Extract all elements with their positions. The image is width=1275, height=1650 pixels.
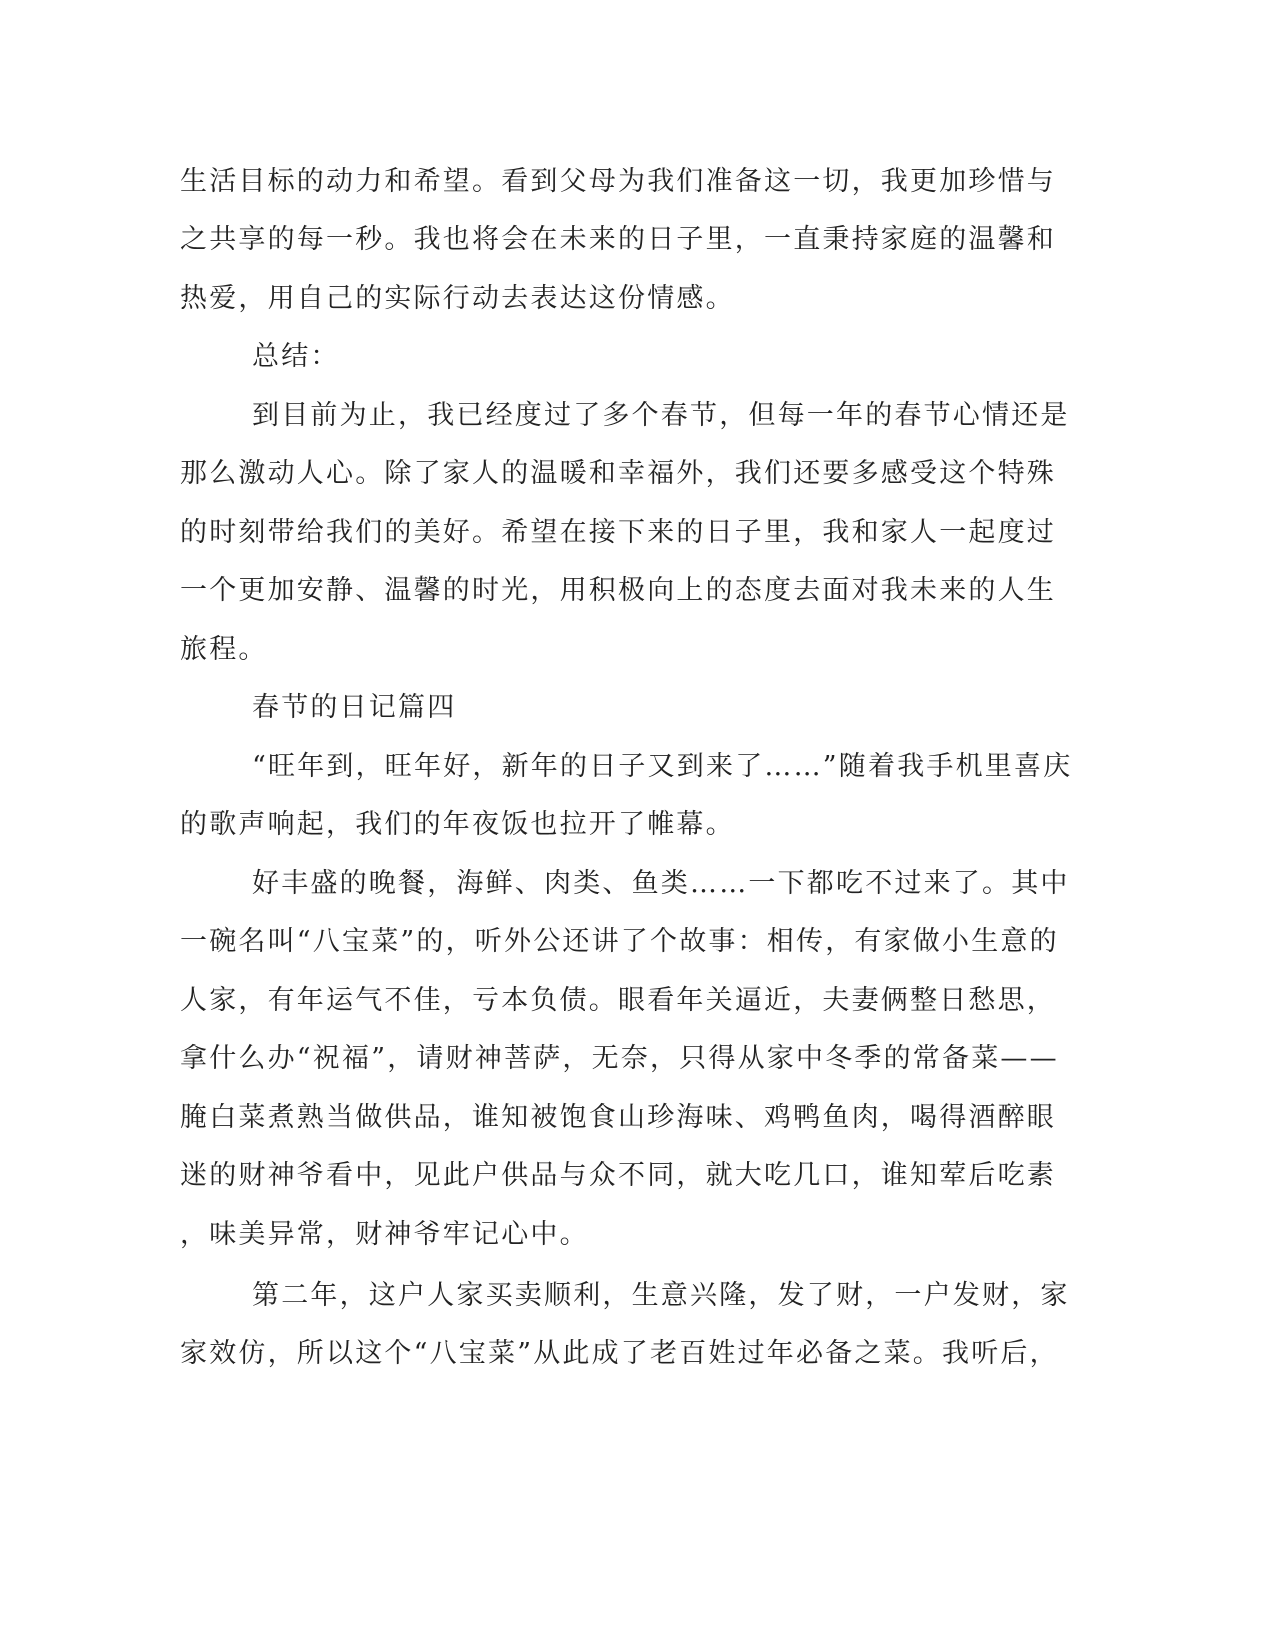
text-line: 第二年，这户人家买卖顺利，生意兴隆，发了财，一户发财，家: [252, 1280, 1070, 1311]
text-line: 生活目标的动力和希望。看到父母为我们准备这一切，我更加珍惜与: [180, 166, 1056, 197]
text-line: 好丰盛的晚餐，海鲜、肉类、鱼类……一下都吃不过来了。其中: [252, 868, 1070, 899]
text-line: 家效仿，所以这个“八宝菜”从此成了老百姓过年必备之菜。我听后，: [180, 1338, 1059, 1369]
text-line: 那么激动人心。除了家人的温暖和幸福外，我们还要多感受这个特殊: [180, 458, 1056, 489]
text-line: 一个更加安静、温馨的时光，用积极向上的态度去面对我未来的人生: [180, 575, 1056, 606]
text-line: 的歌声响起，我们的年夜饭也拉开了帷幕。: [180, 809, 735, 840]
text-line: 到目前为止，我已经度过了多个春节，但每一年的春节心情还是: [252, 400, 1070, 431]
text-line: “旺年到，旺年好，新年的日子又到来了……”随着我手机里喜庆: [252, 751, 1073, 782]
text-line: 之共享的每一秒。我也将会在未来的日子里，一直秉持家庭的温馨和: [180, 224, 1056, 255]
text-line: 一碗名叫“八宝菜”的，听外公还讲了个故事：相传，有家做小生意的: [180, 926, 1059, 957]
text-line: 旅程。: [180, 634, 268, 665]
text-line: 拿什么办“祝福”，请财神菩萨，无奈，只得从家中冬季的常备菜——: [180, 1043, 1059, 1074]
section-heading-diary-four: 春节的日记篇四: [252, 692, 457, 723]
section-heading-summary: 总结：: [252, 341, 340, 372]
text-line: 迷的财神爷看中，见此户供品与众不同，就大吃几口，谁知荤后吃素: [180, 1160, 1056, 1191]
text-line: 腌白菜煮熟当做供品，谁知被饱食山珍海味、鸡鸭鱼肉，喝得酒醉眼: [180, 1102, 1056, 1133]
text-line: 人家，有年运气不佳，亏本负债。眼看年关逼近，夫妻俩整日愁思，: [180, 985, 1056, 1016]
text-line: ，味美异常，财神爷牢记心中。: [180, 1219, 589, 1250]
text-line: 的时刻带给我们的美好。希望在接下来的日子里，我和家人一起度过: [180, 517, 1056, 548]
text-line: 热爱，用自己的实际行动去表达这份情感。: [180, 283, 735, 314]
